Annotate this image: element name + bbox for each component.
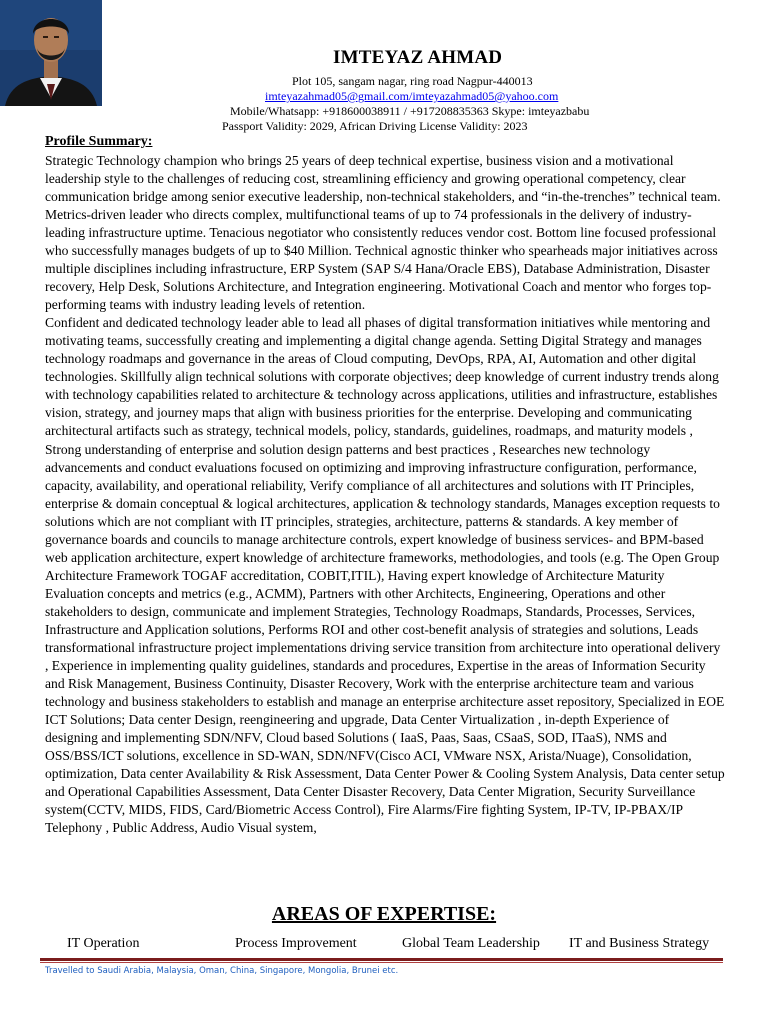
email-link[interactable]: imteyazahmad05@gmail.com/imteyazahmad05@yahoo.com (265, 89, 559, 103)
expertise-item: Global Team Leadership (402, 936, 540, 951)
expertise-item: IT and Business Strategy (569, 936, 710, 951)
profile-photo (0, 0, 102, 106)
footer-divider (40, 958, 723, 961)
profile-paragraph-1: Strategic Technology champion who brings 25 years of deep technical expertise, business vision and a motivational leadership style to the challenges of reducing cost, streamlining efficiency and growing operational competency, clear communication bridge among senior executive leadership, non-technical stakeholders, and “in-the-trenches” technical team. Metrics-driven leader who directs complex, multifunctional teams of up to 74 professionals in the delivery of industry-leading infrastructure uptime. Tenacious negotiator who consistently reduces vendor cost. Bottom line focused professional who successfully manages budgets of up to $40 Million. Technical agnostic thinker who spearheads major initiatives across multiple disciplines including infrastructure, ERP System (SAP S/4 Hana/Oracle EBS), Database Administration, Disaster recovery, Help Desk, Solutions Architecture, and Integration engineering. Motivational Coach and mentor who forges top-performing teams with industry leading levels of retention. (45, 153, 721, 313)
areas-of-expertise-heading: AREAS OF EXPERTISE: (271, 903, 497, 925)
phone-line: Mobile/Whatsapp: +918600038911 / +917208835363 Skype: imteyazbabu (230, 104, 590, 118)
expertise-list (0, 936, 768, 954)
footer-note: Travelled to Saudi Arabia, Malaysia, Oman, China, Singapore, Mongolia, Brunei etc. (45, 966, 399, 976)
expertise-item: IT Operation (67, 936, 140, 951)
email-line (265, 89, 558, 103)
profile-summary-heading: Profile Summary: (45, 134, 153, 149)
profile-paragraph-2: Confident and dedicated technology leader able to lead all phases of digital transformation initiatives while mentoring and motivating teams, successfully creating and implementing a digital change agenda. Setting Digital Strategy and manages technology roadmaps and governance in the areas of Cloud computing, DevOps, RPA, AI, Automation and other digital technologies. Skillfully align technical solutions with corporate objectives; deep knowledge of current industry trends along with technology capabilities related to architecture & technology across applications, utilities and infrastructure, establishes vision, strategy, and journey maps that align with business priorities for the enterprise. Developing and communicating architectural artifacts such as strategy, technical models, policy, standards, guidelines, roadmaps, and maturity models , Strong understanding of enterprise and solution design patterns and best practices , Researches new technology advancements and conduct evaluations focused on optimizing and improving infrastructure configuration, performance, capacity, availability, and operational reliability, Verify compliance of all architectures and solutions with IT Principles, enterprise & domain conceptual & logical architectures, application & technology standards, Manages exception requests to solutions which are not compliant with IT principles, strategies, architecture, patterns & standards. A key member of governance boards and councils to manage architecture controls, expert knowledge of business services- and BPM-based web application architecture, expert knowledge of architecture frameworks, methodologies, and tools (e.g. The Open Group Architecture Framework TOGAF accreditation, COBIT,ITIL), Having expert knowledge of Architecture Maturity Evaluation concepts and metrics (e.g., ACMM), Partners with other Architects, Engineering, Operations and other stakeholders to design, communicate and implement Strategies, Technology Roadmaps, Standards, Processes, Services, Infrastructure and Application solutions, Performs ROI and other cost-benefit analysis of strategies and solutions, Leads transformational infrastructure project implementations driving service transition from architecture into operational delivery , Experience in implementing quality guidelines, standards and procedures, Expertise in the areas of Information Security and Risk Management, Business Continuity, Disaster Recovery, Work with the enterprise architecture team and various technology and business stakeholders to establish and manage an enterprise architecture asset repository, Specialized in EOE ICT Solutions; Data center Design, reengineering and upgrade, Data Center Virtualization , in-depth Experience of designing and implementing SDN/NFV, Cloud based Solutions ( IaaS, Paas, Saas, CSaaS, SOD, ITaaS), NMS and OSS/BSS/ICT solutions, excellence in SD-WAN, SDN/NFV(Cisco ACI, VMware NSX, Arista/Nuage), Consolidation, optimization, Data center Availability & Risk Assessment, Data Center Power & Cooling System Analysis, Data center setup and Operational Capabilities Assessment, Data Center Disaster Recovery, Data Center Migration, Security Surveillance system(CCTV, MIDS, FIDS, Card/Biometric Access Control), Fire Alarms/Fire fighting System, IP-TV, IP-PBAX/IP Telephony , Public Address, Audio Visual system, (45, 315, 725, 836)
validity-line: Passport Validity: 2029, African Driving License Validity: 2023 (222, 119, 528, 133)
address: Plot 105, sangam nagar, ring road Nagpur-440013 (292, 74, 533, 88)
profile-summary-body (45, 152, 725, 837)
candidate-name: IMTEYAZ AHMAD (333, 47, 503, 68)
footer-divider-thin (40, 962, 723, 963)
avatar (0, 0, 102, 106)
expertise-item: Process Improvement (235, 936, 357, 951)
